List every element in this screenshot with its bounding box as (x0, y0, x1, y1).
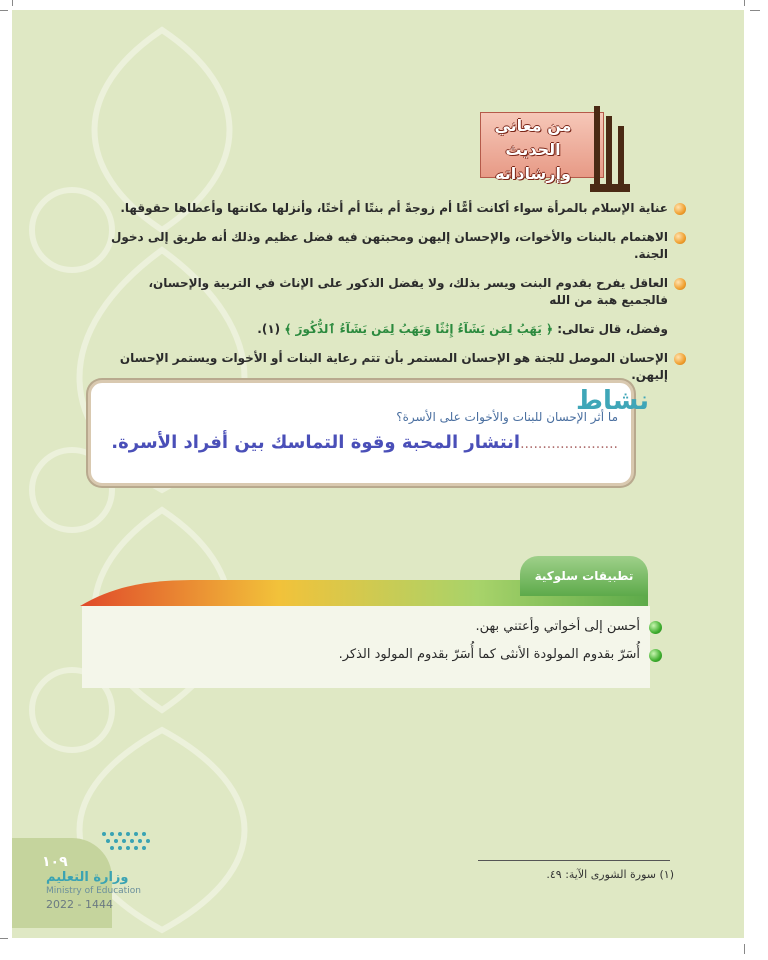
footnote-divider (478, 860, 670, 861)
list-item (106, 350, 686, 384)
activity-question: ما أثر الإحسان للبنات والأخوات على الأسرة؟ (396, 410, 618, 424)
bullet-text: الاهتمام بالبنات والأخوات، والإحسان إليهن ومحبتهن فيه فضل عظيم وذلك أنه طريق إلى دخول الجنة. (110, 230, 668, 261)
ministry-year: 2022 - 1444 (46, 898, 113, 911)
bullet-list (106, 200, 686, 396)
list-item (142, 618, 662, 636)
footnote: (١) سورة الشورى الآية: ٤٩. (546, 868, 674, 881)
activity-answer-text: انتشار المحبة وقوة التماسك بين أفراد الأسرة. (111, 432, 521, 453)
bullet-text: الإحسان الموصل للجنة هو الإحسان المستمر بأن تتم رعاية البنات أو الأخوات ويستمر الإحسان إليهن. (119, 351, 668, 382)
ministry-name-arabic: وزارة التعليم (46, 870, 129, 885)
bullet-line2-prefix: وفضل، قال تعالى: (557, 322, 668, 336)
orange-bullet-icon (674, 232, 686, 244)
bullet-line2 (106, 321, 668, 338)
green-bullet-icon (649, 649, 662, 662)
lesson-title-logo (590, 106, 630, 192)
crop-mark (750, 10, 760, 11)
crop-mark (744, 0, 745, 6)
activity-dots: ...................... (520, 436, 618, 452)
orange-bullet-icon (674, 353, 686, 365)
list-item (106, 275, 686, 338)
bullet-text: العاقل يفرح بقدوم البنت ويسر بذلك، ولا يفضل الذكور على الإناث في التربية والإحسان، فالجميع هبة من الله (148, 276, 668, 307)
footnote-ref: (١). (257, 322, 281, 336)
bullet-text: عناية الإسلام بالمرأة سواء أكانت أمًّا أم زوجةً أم بنتًا أم أختًا، وأنزلها مكانتها وأعطاها حقوقها. (120, 201, 668, 215)
orange-bullet-icon (674, 203, 686, 215)
application-text: أحسن إلى أخواتي وأعتني بهن. (475, 619, 640, 634)
quran-verse: ﴿ يَهَبُ لِمَن يَشَآءُ إِنَٰثًا وَيَهَبُ لِمَن يَشَآءُ ٱلذُّكُورَ ﴾ (284, 322, 554, 336)
green-bullet-icon (649, 621, 662, 634)
page-number: ١٠٩ (42, 854, 68, 870)
ministry-name-english: Ministry of Education (46, 886, 141, 896)
crop-mark (12, 0, 13, 6)
applications-list (142, 618, 662, 674)
lesson-title-box (480, 106, 630, 194)
list-item (106, 200, 686, 217)
application-text: أُسَرّ بقدوم المولودة الأنثى كما أُسَرّ بقدوم المولود الذكر. (338, 647, 640, 662)
lesson-title: من معاني الحديث وإرشاداته (494, 116, 572, 183)
activity-label: نشاط (576, 386, 649, 416)
orange-bullet-icon (674, 278, 686, 290)
activity-answer (111, 432, 618, 453)
ministry-logo-icon (98, 828, 158, 858)
list-item (106, 229, 686, 263)
crop-mark (0, 938, 8, 939)
crop-mark (0, 10, 8, 11)
applications-title: تطبيقات سلوكية (520, 556, 648, 596)
crop-mark (744, 944, 745, 954)
list-item (142, 646, 662, 664)
